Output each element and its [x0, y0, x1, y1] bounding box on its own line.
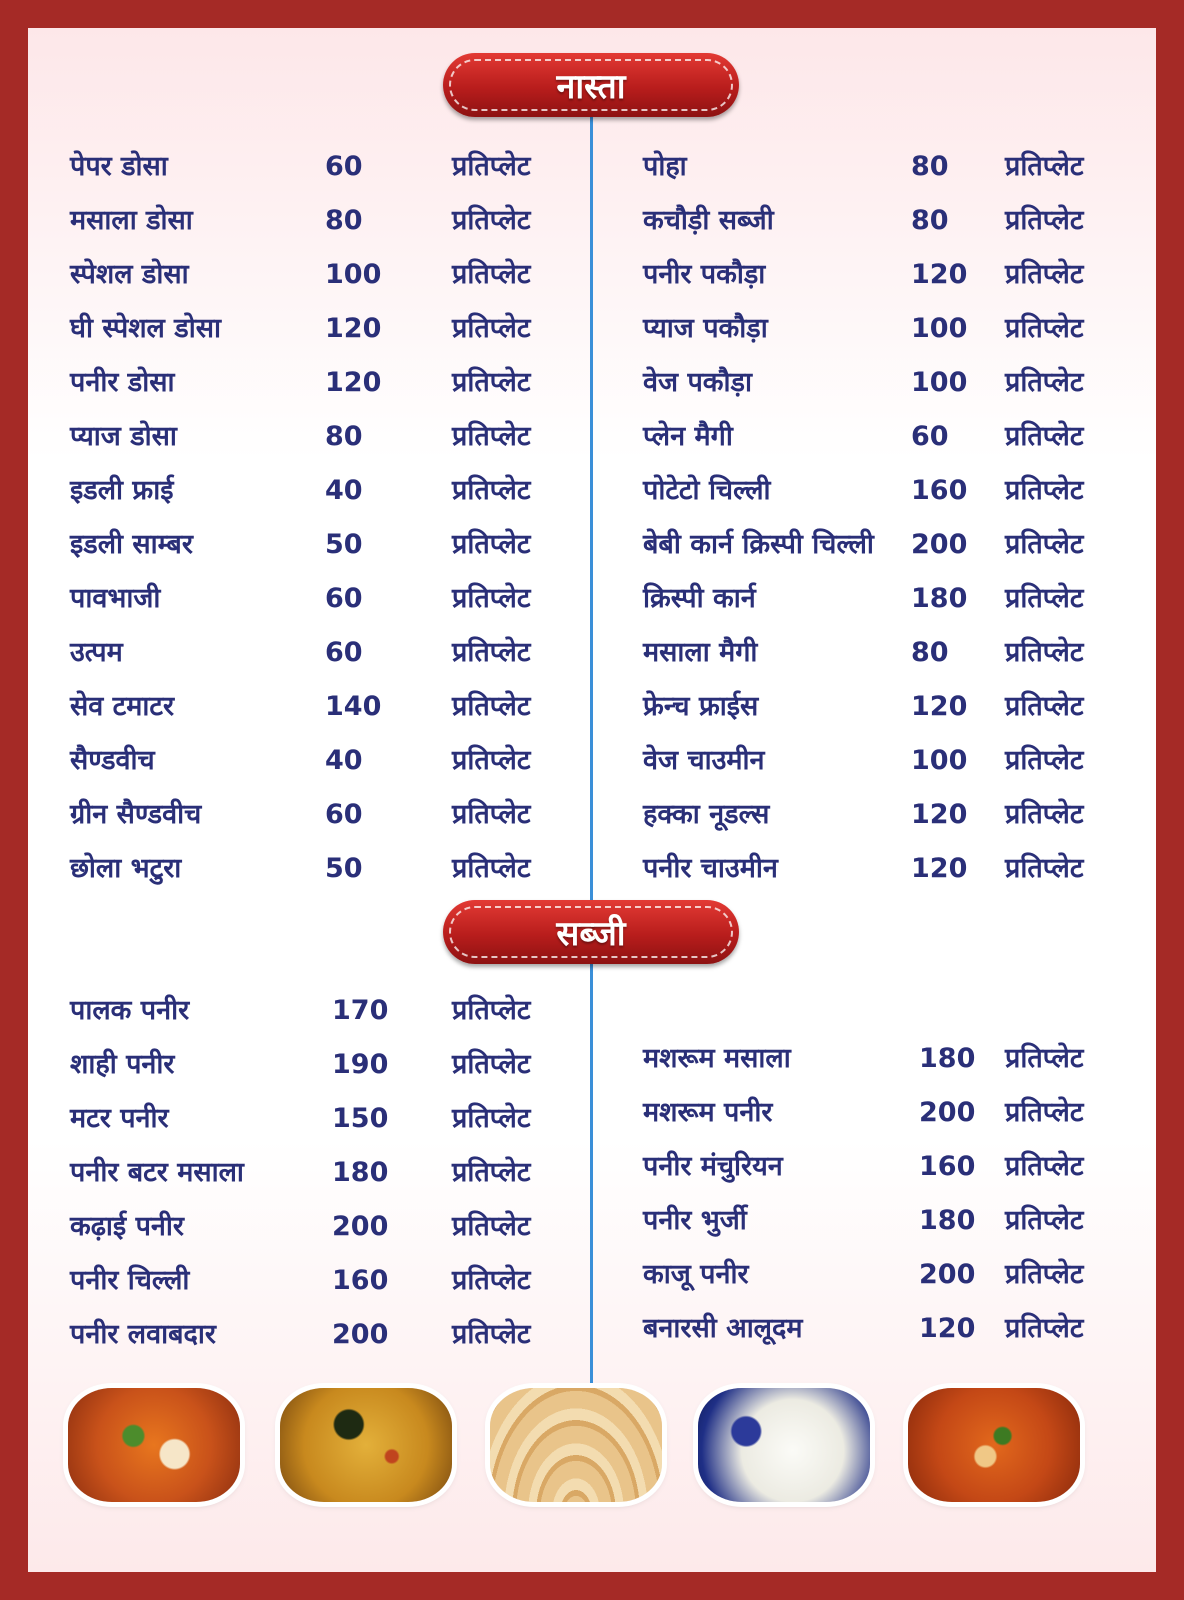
menu-item-unit: प्रतिप्लेट: [1005, 313, 1084, 344]
menu-item-unit: प्रतिप्लेट: [452, 1265, 531, 1296]
menu-item-price: 120: [911, 853, 968, 884]
menu-item-price: 160: [911, 475, 968, 506]
menu-item-price: 120: [325, 313, 382, 344]
menu-item-price: 120: [911, 691, 968, 722]
menu-item-name: बेबी कार्न क्रिस्पी चिल्ली: [643, 529, 874, 560]
menu-item: [643, 194, 1143, 248]
menu-item: [70, 1200, 580, 1254]
food-photo-strip: [28, 1388, 1156, 1508]
menu-item-name: उत्पम: [70, 637, 123, 668]
menu-item: [643, 572, 1143, 626]
menu-item: [643, 464, 1143, 518]
menu-item-name: पनीर डोसा: [70, 367, 175, 398]
steamed-rice-photo: [698, 1388, 870, 1502]
menu-item-name: पोहा: [643, 151, 687, 182]
menu-item-price: 180: [919, 1043, 976, 1074]
menu-item-price: 60: [325, 637, 363, 668]
menu-item-unit: प्रतिप्लेट: [1005, 583, 1084, 614]
menu-item-unit: प्रतिप्लेट: [1005, 1313, 1084, 1344]
menu-item-price: 180: [332, 1157, 389, 1188]
menu-item-price: 80: [325, 421, 363, 452]
menu-item-name: पनीर चिल्ली: [70, 1265, 190, 1296]
menu-item-price: 180: [911, 583, 968, 614]
menu-item-name: प्याज पकौड़ा: [643, 313, 768, 344]
menu-item-price: 120: [911, 799, 968, 830]
menu-item-price: 100: [911, 745, 968, 776]
menu-item: [70, 356, 580, 410]
menu-item-name: छोला भटुरा: [70, 853, 182, 884]
menu-item: [70, 680, 580, 734]
menu-item-name: पेपर डोसा: [70, 151, 168, 182]
menu-item: [70, 1308, 580, 1362]
menu-item-unit: प्रतिप्लेट: [452, 799, 531, 830]
paneer-curry-photo: [68, 1388, 240, 1502]
menu-item-price: 200: [911, 529, 968, 560]
menu-item-name: बनारसी आलूदम: [643, 1313, 803, 1344]
menu-item-name: पनीर लवाबदार: [70, 1319, 216, 1350]
menu-item-unit: प्रतिप्लेट: [452, 583, 531, 614]
menu-item-name: फ्रेन्च फ्राईस: [643, 691, 759, 722]
menu-item: [643, 410, 1143, 464]
menu-item: [70, 842, 580, 896]
menu-item-name: प्याज डोसा: [70, 421, 177, 452]
menu-card: [28, 28, 1156, 1572]
menu-item: [70, 410, 580, 464]
menu-item-price: 80: [911, 151, 949, 182]
menu-item: [643, 140, 1143, 194]
menu-item-unit: प्रतिप्लेट: [1005, 1151, 1084, 1182]
menu-item-name: मशरूम मसाला: [643, 1043, 791, 1074]
menu-item-name: सेव टमाटर: [70, 691, 175, 722]
menu-item-unit: प्रतिप्लेट: [1005, 745, 1084, 776]
menu-item-price: 200: [332, 1211, 389, 1242]
menu-item-price: 80: [911, 637, 949, 668]
menu-item-price: 60: [911, 421, 949, 452]
menu-item: [70, 788, 580, 842]
sabji-left-list: [70, 984, 580, 1362]
menu-item-price: 100: [911, 367, 968, 398]
menu-item-price: 150: [332, 1103, 389, 1134]
menu-item-unit: प्रतिप्लेट: [452, 691, 531, 722]
menu-item-price: 120: [911, 259, 968, 290]
menu-item: [643, 788, 1143, 842]
menu-item-price: 80: [911, 205, 949, 236]
menu-item-price: 120: [919, 1313, 976, 1344]
menu-item-unit: प्रतिप्लेट: [452, 745, 531, 776]
menu-item-unit: प्रतिप्लेट: [452, 1319, 531, 1350]
menu-item: [643, 302, 1143, 356]
menu-item-name: शाही पनीर: [70, 1049, 175, 1080]
menu-item: [643, 626, 1143, 680]
menu-item-name: घी स्पेशल डोसा: [70, 313, 221, 344]
menu-item-price: 60: [325, 799, 363, 830]
menu-item-unit: प्रतिप्लेट: [1005, 1043, 1084, 1074]
menu-item: [643, 680, 1143, 734]
menu-item-name: काजू पनीर: [643, 1259, 749, 1290]
menu-item-unit: प्रतिप्लेट: [1005, 799, 1084, 830]
menu-item-name: पालक पनीर: [70, 995, 190, 1026]
menu-item-unit: प्रतिप्लेट: [1005, 367, 1084, 398]
menu-item: [643, 1032, 1143, 1086]
menu-item-unit: प्रतिप्लेट: [452, 151, 531, 182]
menu-item-name: मशरूम पनीर: [643, 1097, 773, 1128]
menu-item: [70, 1092, 580, 1146]
menu-item-name: स्पेशल डोसा: [70, 259, 189, 290]
menu-item: [643, 842, 1143, 896]
menu-item-unit: प्रतिप्लेट: [1005, 151, 1084, 182]
menu-item-price: 200: [332, 1319, 389, 1350]
menu-item-unit: प्रतिप्लेट: [1005, 1259, 1084, 1290]
menu-item-price: 160: [332, 1265, 389, 1296]
menu-item-name: पोटेटो चिल्ली: [643, 475, 771, 506]
menu-item-name: मटर पनीर: [70, 1103, 169, 1134]
menu-item-price: 80: [325, 205, 363, 236]
menu-item-unit: प्रतिप्लेट: [452, 1211, 531, 1242]
menu-item-unit: प्रतिप्लेट: [452, 529, 531, 560]
menu-item: [70, 1146, 580, 1200]
menu-item: [643, 1086, 1143, 1140]
menu-item-price: 200: [919, 1097, 976, 1128]
menu-item: [70, 248, 580, 302]
menu-item: [70, 626, 580, 680]
column-divider-top: [590, 108, 593, 933]
menu-item-name: पावभाजी: [70, 583, 161, 614]
menu-item-price: 120: [325, 367, 382, 398]
menu-item-unit: प्रतिप्लेट: [452, 995, 531, 1026]
menu-item-price: 50: [325, 853, 363, 884]
menu-item-unit: प्रतिप्लेट: [452, 853, 531, 884]
menu-item-name: इडली फ्राई: [70, 475, 174, 506]
menu-item-unit: प्रतिप्लेट: [452, 259, 531, 290]
menu-item-unit: प्रतिप्लेट: [1005, 1205, 1084, 1236]
menu-item-price: 180: [919, 1205, 976, 1236]
menu-item-price: 40: [325, 475, 363, 506]
menu-item-unit: प्रतिप्लेट: [1005, 205, 1084, 236]
menu-item-name: पनीर चाउमीन: [643, 853, 778, 884]
menu-item: [70, 140, 580, 194]
nashta-left-list: [70, 140, 580, 896]
menu-item-name: पनीर पकौड़ा: [643, 259, 766, 290]
menu-item-unit: प्रतिप्लेट: [1005, 529, 1084, 560]
menu-item-name: सैण्डवीच: [70, 745, 155, 776]
menu-item-unit: प्रतिप्लेट: [1005, 691, 1084, 722]
roti-stack-photo: [490, 1388, 662, 1502]
menu-item-unit: प्रतिप्लेट: [1005, 475, 1084, 506]
menu-item-price: 100: [325, 259, 382, 290]
menu-item-unit: प्रतिप्लेट: [1005, 259, 1084, 290]
menu-item: [643, 734, 1143, 788]
section-banner-sabji: [443, 900, 739, 964]
menu-item-unit: प्रतिप्लेट: [452, 1103, 531, 1134]
menu-item-price: 50: [325, 529, 363, 560]
menu-item-price: 60: [325, 151, 363, 182]
menu-item-price: 170: [332, 995, 389, 1026]
menu-item-name: प्लेन मैगी: [643, 421, 733, 452]
menu-item: [70, 984, 580, 1038]
column-divider-bottom: [590, 963, 593, 1433]
menu-item-name: वेज चाउमीन: [643, 745, 765, 776]
menu-item-name: पनीर मंचुरियन: [643, 1151, 783, 1182]
menu-item-unit: प्रतिप्लेट: [452, 421, 531, 452]
menu-item-unit: प्रतिप्लेट: [452, 475, 531, 506]
menu-item-name: ग्रीन सैण्डवीच: [70, 799, 202, 830]
menu-item-unit: प्रतिप्लेट: [452, 1049, 531, 1080]
menu-item-price: 140: [325, 691, 382, 722]
section-banner-nashta: [443, 53, 739, 117]
menu-item-name: कढ़ाई पनीर: [70, 1211, 184, 1242]
dal-tadka-photo: [280, 1388, 452, 1502]
menu-item-name: पनीर बटर मसाला: [70, 1157, 244, 1188]
menu-item-name: मसाला डोसा: [70, 205, 193, 236]
menu-item-unit: प्रतिप्लेट: [1005, 421, 1084, 452]
menu-item: [70, 302, 580, 356]
menu-item: [643, 1302, 1143, 1356]
menu-item-price: 60: [325, 583, 363, 614]
menu-item-unit: प्रतिप्लेट: [1005, 853, 1084, 884]
menu-item-unit: प्रतिप्लेट: [452, 205, 531, 236]
menu-item: [70, 464, 580, 518]
menu-item: [70, 1254, 580, 1308]
menu-item: [70, 734, 580, 788]
menu-item-price: 160: [919, 1151, 976, 1182]
menu-item: [643, 248, 1143, 302]
menu-item-price: 100: [911, 313, 968, 344]
nashta-right-list: [643, 140, 1143, 896]
menu-item-unit: प्रतिप्लेट: [1005, 637, 1084, 668]
menu-item: [643, 1194, 1143, 1248]
menu-item: [643, 1248, 1143, 1302]
menu-item-unit: प्रतिप्लेट: [452, 313, 531, 344]
sabji-right-list: [643, 1032, 1143, 1356]
menu-item-price: 190: [332, 1049, 389, 1080]
menu-item-name: वेज पकौड़ा: [643, 367, 752, 398]
menu-item: [70, 518, 580, 572]
menu-item-name: पनीर भुर्जी: [643, 1205, 747, 1236]
menu-item-unit: प्रतिप्लेट: [452, 637, 531, 668]
menu-item: [643, 1140, 1143, 1194]
menu-item-unit: प्रतिप्लेट: [1005, 1097, 1084, 1128]
kadai-paneer-photo: [908, 1388, 1080, 1502]
menu-item: [643, 356, 1143, 410]
menu-item: [70, 572, 580, 626]
menu-item-price: 40: [325, 745, 363, 776]
menu-item-name: कचौड़ी सब्जी: [643, 205, 774, 236]
menu-item-unit: प्रतिप्लेट: [452, 1157, 531, 1188]
menu-item-name: मसाला मैगी: [643, 637, 758, 668]
section-title-nashta: नास्ता: [556, 67, 626, 107]
menu-item-price: 200: [919, 1259, 976, 1290]
menu-item: [70, 1038, 580, 1092]
menu-item-unit: प्रतिप्लेट: [452, 367, 531, 398]
menu-item-name: हक्का नूडल्स: [643, 799, 770, 830]
menu-item-name: इडली साम्बर: [70, 529, 193, 560]
section-title-sabji: सब्जी: [556, 914, 626, 954]
menu-item-name: क्रिस्पी कार्न: [643, 583, 756, 614]
menu-item: [70, 194, 580, 248]
menu-item: [643, 518, 1143, 572]
